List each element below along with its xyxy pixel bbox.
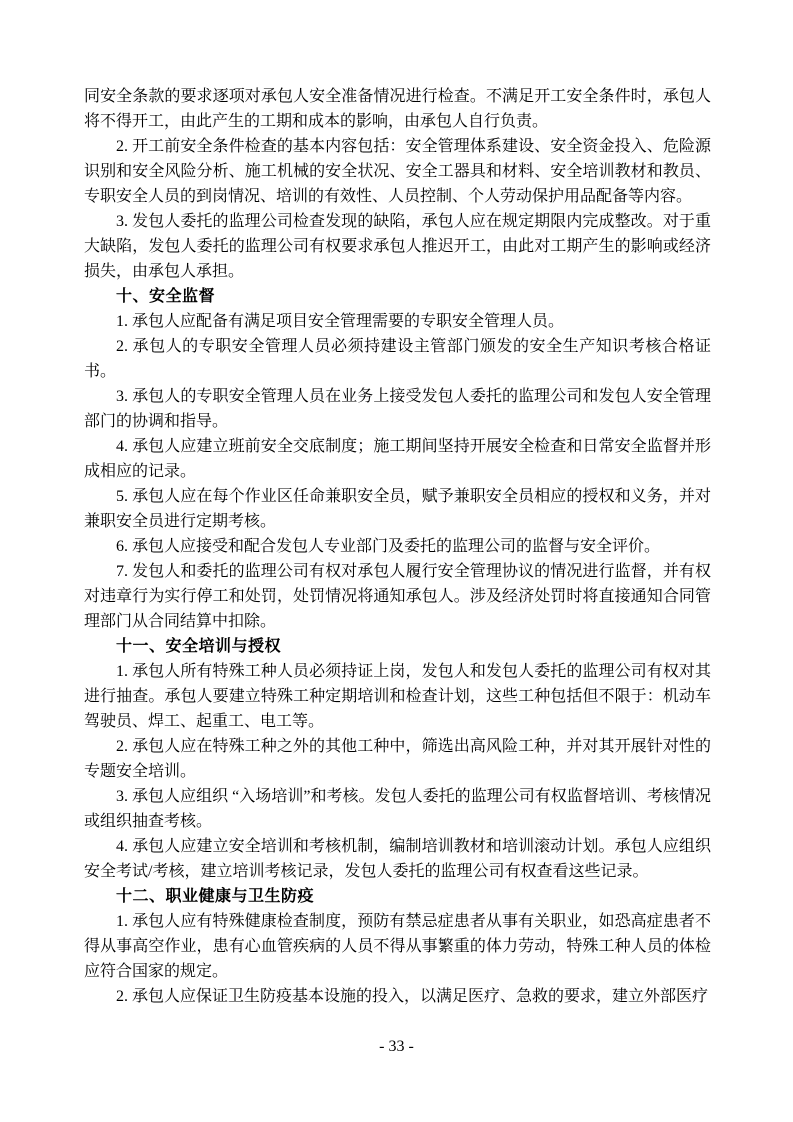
paragraph-training-item-4: 4. 承包人应建立安全培训和考核机制，编制培训教材和培训滚动计划。承包人应组织安全考试/考核，建立培训考核记录，发包人委托的监理公司有权查看这些记录。 <box>84 838 711 880</box>
paragraph-supervision-item-2: 2. 承包人的专职安全管理人员必须持建设主管部门颁发的安全生产知识考核合格证书。 <box>84 338 711 380</box>
section-heading-safety-supervision: 十、安全监督 <box>116 288 216 305</box>
paragraph-continuation: 同安全条款的要求逐项对承包人安全准备情况进行检查。不满足开工安全条件时，承包人将不得开工，由此产生的工期和成本的影响，由承包人自行负责。 <box>84 88 711 130</box>
paragraph-supervision-item-5: 5. 承包人应在每个作业区任命兼职安全员，赋予兼职安全员相应的授权和义务，并对兼职安全员进行定期考核。 <box>84 488 711 530</box>
paragraph-precheck-item-3: 3. 发包人委托的监理公司检查发现的缺陷，承包人应在规定期限内完成整改。对于重大缺陷，发包人委托的监理公司有权要求承包人推迟开工，由此对工期产生的影响或经济损失，由承包人承担。 <box>84 213 711 280</box>
section-heading-safety-training: 十一、安全培训与授权 <box>116 638 282 655</box>
paragraph-health-item-2: 2. 承包人应保证卫生防疫基本设施的投入，以满足医疗、急救的要求，建立外部医疗 <box>116 988 709 1005</box>
paragraph-supervision-item-4: 4. 承包人应建立班前安全交底制度；施工期间坚持开展安全检查和日常安全监督并形成相应的记录。 <box>84 438 711 480</box>
paragraph-supervision-item-3: 3. 承包人的专职安全管理人员在业务上接受发包人委托的监理公司和发包人安全管理部门的协调和指导。 <box>84 388 711 430</box>
section-heading-occupational-health: 十二、职业健康与卫生防疫 <box>116 888 315 905</box>
paragraph-training-item-2: 2. 承包人应在特殊工种之外的其他工种中，筛选出高风险工种，并对其开展针对性的专题安全培训。 <box>84 738 711 780</box>
paragraph-supervision-item-7: 7. 发包人和委托的监理公司有权对承包人履行安全管理协议的情况进行监督，并有权对违章行为实行停工和处罚，处罚情况将通知承包人。涉及经济处罚时将直接通知合同管理部门从合同结算中扣除。 <box>84 563 711 630</box>
document-body <box>84 84 711 1009</box>
paragraph-training-item-1: 1. 承包人所有特殊工种人员必须持证上岗，发包人和发包人委托的监理公司有权对其进行抽查。承包人要建立特殊工种定期培训和检查计划，这些工种包括但不限于：机动车驾驶员、焊工、起重工、电工等。 <box>84 663 711 730</box>
page-number: - 33 - <box>379 1038 414 1055</box>
paragraph-health-item-1: 1. 承包人应有特殊健康检查制度，预防有禁忌症患者从事有关职业，如恐高症患者不得从事高空作业，患有心血管疾病的人员不得从事繁重的体力劳动，特殊工种人员的体检应符合国家的规定。 <box>84 913 711 980</box>
paragraph-supervision-item-6: 6. 承包人应接受和配合发包人专业部门及委托的监理公司的监督与安全评价。 <box>116 538 661 555</box>
paragraph-supervision-item-1: 1. 承包人应配备有满足项目安全管理需要的专职安全管理人员。 <box>116 313 565 330</box>
paragraph-precheck-item-2: 2. 开工前安全条件检查的基本内容包括：安全管理体系建设、安全资金投入、危险源识别和安全风险分析、施工机械的安全状况、安全工器具和材料、安全培训教材和教员、专职安全人员的到岗情况、培训的有效性、人员控制、个人劳动保护用品配备等内容。 <box>84 138 711 205</box>
paragraph-training-item-3: 3. 承包人应组织 “入场培训”和考核。发包人委托的监理公司有权监督培训、考核情况或组织抽查考核。 <box>84 788 711 830</box>
